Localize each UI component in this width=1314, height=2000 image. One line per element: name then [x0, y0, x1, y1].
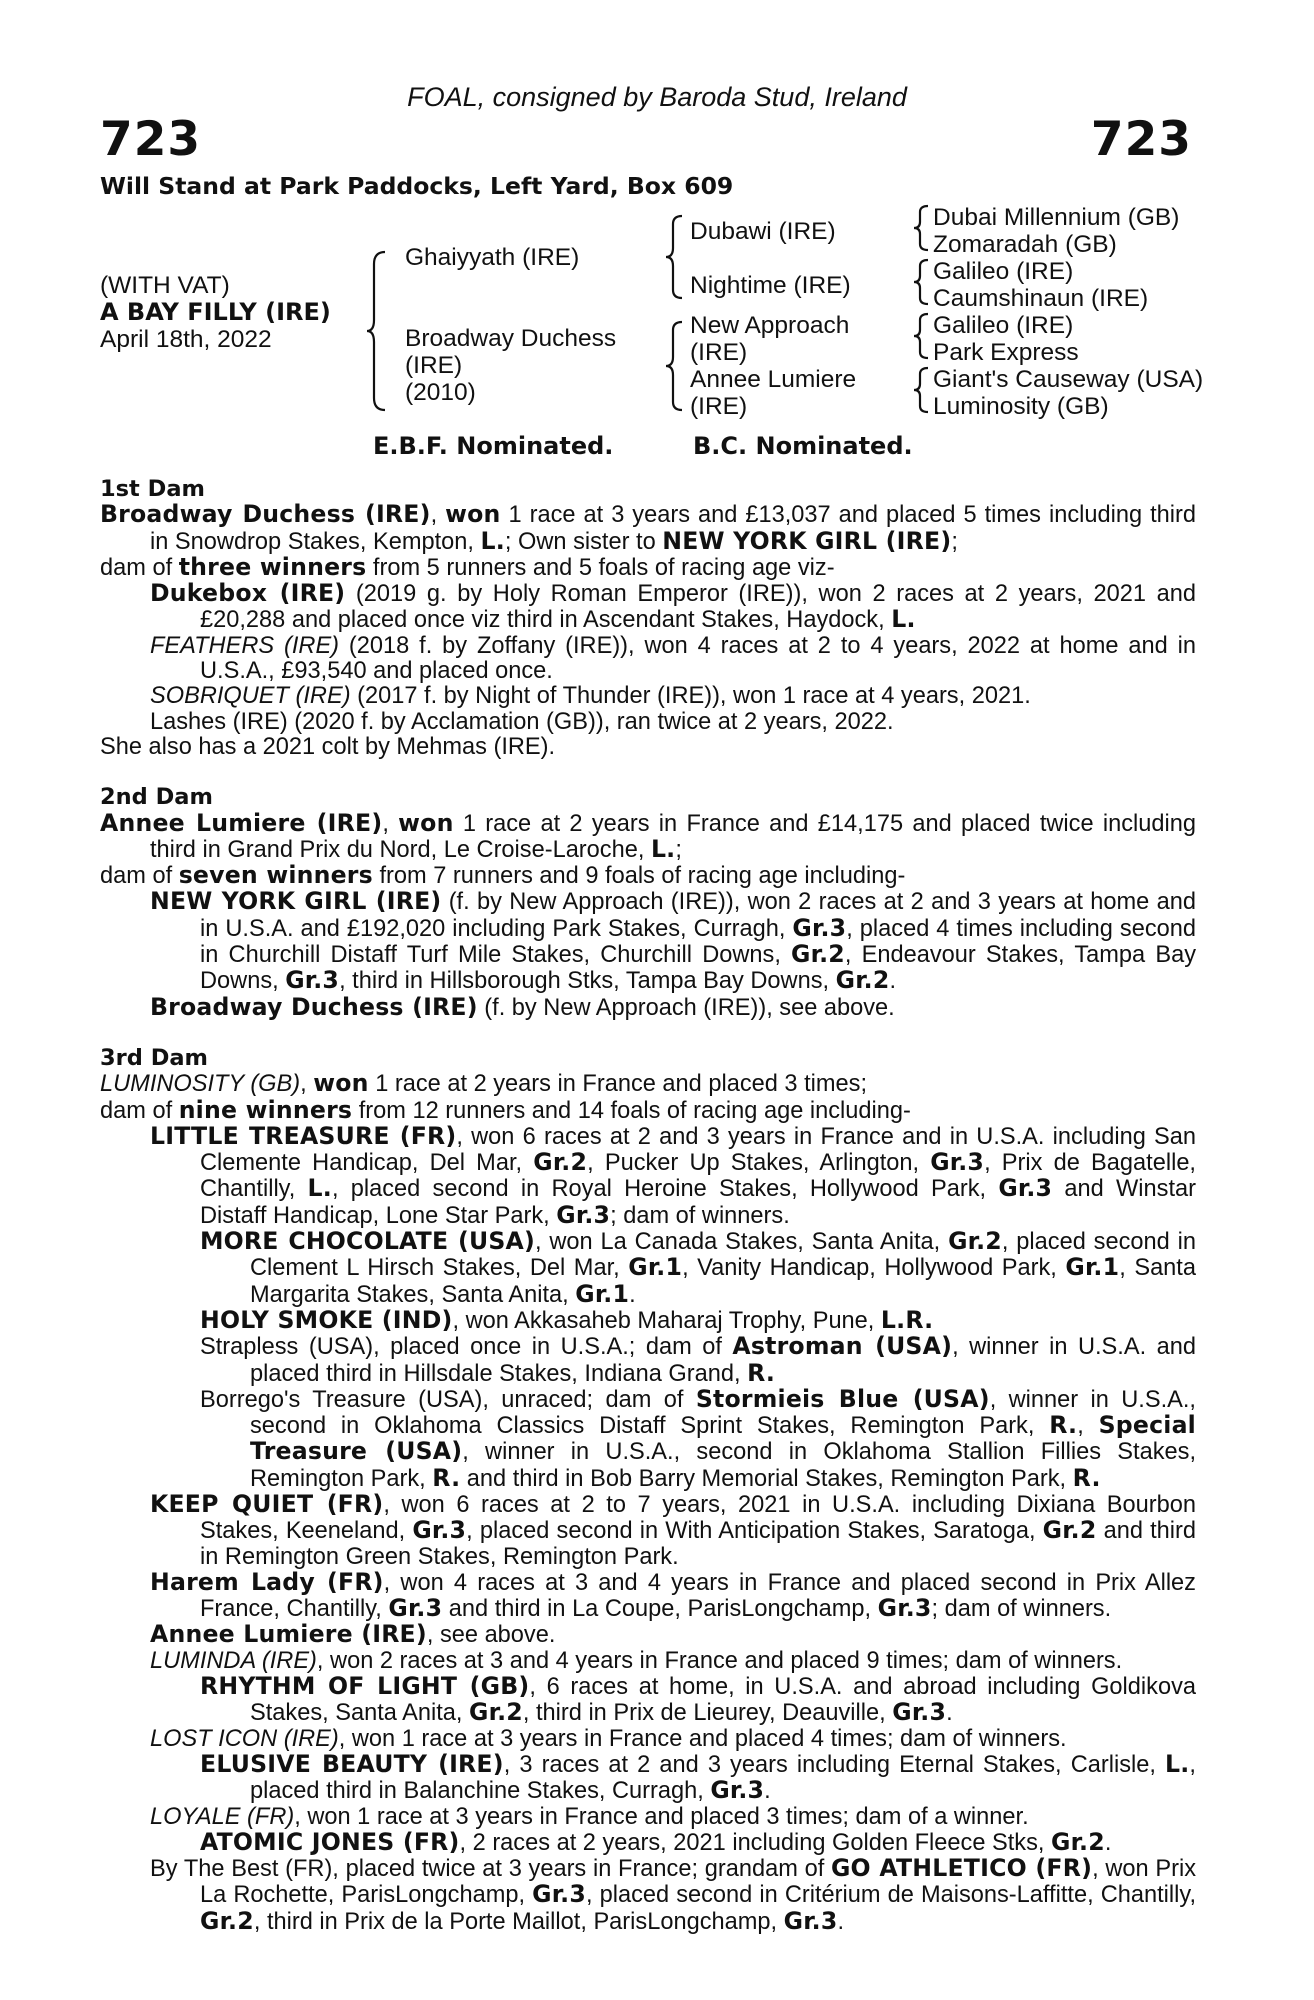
bold-text: Gr.3 [998, 1174, 1053, 1203]
text-run: , third in Hillsborough Stks, Tampa Bay Downs, [339, 968, 836, 995]
pedigree-dam-line2: (IRE) [405, 352, 463, 379]
text-run: , Santa Margarita Stakes, Santa Anita, [250, 1255, 1196, 1308]
text-run: (f. by New Approach (IRE)), won 2 races at 2 and 3 years at home and in U.S.A. and £192,020 including Park Stakes, Curragh, [200, 889, 1196, 942]
text-run: , won La Canada Stakes, Santa Anita, [534, 1229, 949, 1256]
pedigree-entry [100, 1622, 1196, 1648]
pedigree-sire: Ghaiyyath (IRE) [405, 244, 580, 271]
bold-text: Gr.3 [792, 913, 847, 942]
text-run: 1 race at 2 years in France and £14,175 and placed twice including third in Grand Prix du Nord, Le Croise-Laroche, [150, 810, 1196, 863]
pedigree-sss: Dubai Millennium (GB) [933, 204, 1180, 231]
italic-text: LUMINOSITY (GB) [100, 1071, 301, 1098]
bold-text: Astroman (USA) [732, 1332, 953, 1361]
bold-text: Annee Lumiere (IRE) [100, 808, 383, 837]
bold-text: Gr.2 [948, 1227, 1002, 1256]
text-run: , [382, 810, 399, 837]
italic-text: SOBRIQUET (IRE) [150, 683, 351, 710]
bold-text: LITTLE TREASURE (FR) [150, 1121, 457, 1150]
bold-text: Gr.1 [575, 1279, 630, 1308]
bold-text: Gr.3 [556, 1200, 611, 1229]
pedigree-brace-sd [913, 258, 931, 306]
text-run: (2018 f. by Zoffany (IRE)), won 4 races at 2 to 4 years, 2022 at home and in U.S.A., £93,540 and placed once. [200, 632, 1197, 685]
text-run: , Prix de Bagatelle, Chantilly, [200, 1150, 1196, 1203]
text-run: , [300, 1071, 314, 1098]
italic-text: LUMINDA (IRE) [150, 1647, 317, 1674]
pedigree-entry [100, 1727, 1196, 1752]
text-run: , won Akkasaheb Maharaj Trophy, Pune, [452, 1307, 881, 1334]
pedigree-entry [100, 1489, 1197, 1570]
text-run: and Winstar Distaff Handicap, Lone Star Park, [200, 1176, 1196, 1229]
bold-text: L. [650, 834, 676, 863]
italic-text: FEATHERS (IRE) [150, 632, 340, 659]
section-heading: 1st Dam [100, 476, 205, 502]
pedigree-entry [100, 1384, 1196, 1492]
italic-text: LOST ICON (IRE) [150, 1725, 339, 1752]
text-run: , winner in U.S.A., second in Oklahoma Stallion Fillies Stakes, Remington Park, [250, 1439, 1196, 1492]
bold-text: Gr.3 [412, 1516, 467, 1545]
bold-text: MORE CHOCOLATE (USA) [200, 1227, 535, 1256]
bold-text: Gr.1 [1065, 1253, 1120, 1282]
ebf-nomination: E.B.F. Nominated. [373, 432, 614, 460]
text-run: , won 2 races at 3 and 4 years in France and placed 9 times; dam of winners. [316, 1647, 1123, 1674]
pedigree-brace-sire [665, 214, 685, 300]
bold-text: NEW YORK GIRL (IRE) [150, 887, 442, 916]
lot-number-right: 723 [1090, 112, 1192, 167]
text-run: ; dam of winners. [931, 1596, 1112, 1623]
text-run: , winner in U.S.A., second in Oklahoma Classics Distaff Sprint Stakes, Remington Park, [250, 1386, 1196, 1440]
stand-location: Will Stand at Park Paddocks, Left Yard, Box 609 [100, 172, 734, 200]
text-run: 1 race at 3 years and £13,037 and placed 5 times including third in Snowdrop Stakes, Kempton, [150, 502, 1196, 555]
text-run: dam of [100, 554, 179, 581]
pedigree-entry [100, 1121, 1197, 1229]
bold-text: Gr.3 [532, 1880, 586, 1909]
text-run: , 2 races at 2 years, 2021 including Golden Fleece Stks, [459, 1829, 1052, 1856]
bold-text: HOLY SMOKE (IND) [200, 1305, 453, 1334]
pedigree-entry [100, 634, 1196, 685]
bold-text: Gr.3 [892, 1698, 947, 1727]
bold-text: Gr.3 [388, 1594, 443, 1623]
pedigree-entry [100, 1805, 1196, 1830]
pedigree-entry [100, 1095, 1196, 1124]
bold-text: nine winners [178, 1095, 353, 1124]
pedigree-dam-line3: (2010) [405, 379, 476, 406]
pedigree-entry [100, 992, 1196, 1021]
pedigree-brace-ss [913, 204, 931, 252]
text-run: , won 4 races at 3 and 4 years in France and placed second in Prix Allez France, Chantilly, [200, 1569, 1196, 1623]
text-run: from 5 runners and 5 foals of racing age viz- [366, 554, 835, 581]
dam-section [100, 477, 1196, 760]
text-run: , placed second in Royal Heroine Stakes, Hollywood Park, [331, 1176, 999, 1203]
pedigree-ssd: Zomaradah (GB) [933, 231, 1117, 258]
pedigree-dam-dam-line2: (IRE) [690, 393, 748, 420]
bold-text: Gr.2 [533, 1148, 588, 1177]
bold-text: Gr.2 [469, 1698, 523, 1727]
pedigree-dam-sire-line1: New Approach [690, 312, 850, 339]
bold-text: NEW YORK GIRL (IRE) [662, 526, 952, 555]
bold-text: Gr.3 [285, 966, 340, 995]
pedigree-entry [100, 710, 1196, 735]
catalogue-body [100, 477, 1196, 1935]
bold-text: R. [432, 1463, 461, 1492]
pedigree-entry [100, 1749, 1196, 1805]
section-heading: 2nd Dam [100, 784, 213, 811]
bold-text: Gr.2 [835, 966, 890, 995]
pedigree-dss: Galileo (IRE) [933, 312, 1074, 339]
text-run: and third in Bob Barry Memorial Stakes, Remington Park, [460, 1465, 1073, 1492]
text-run: , Pucker Up Stakes, Arlington, [587, 1150, 931, 1177]
dam-section [100, 785, 1196, 1021]
bold-text: GO ATHLETICO (FR) [830, 1854, 1093, 1883]
text-run: , [430, 502, 446, 529]
pedigree-brace-ds [913, 312, 931, 360]
text-run: , [1077, 1413, 1099, 1440]
text-run: . [837, 1908, 845, 1935]
text-run: dam of [100, 1097, 179, 1124]
text-run: , won 6 races at 2 to 7 years, 2021 in U.S.A. including Dixiana Bourbon Stakes, Keeneland, [200, 1491, 1196, 1545]
bold-text: won [398, 808, 454, 837]
text-run: dam of [100, 863, 179, 890]
text-run: , 3 races at 2 and 3 years including Eternal Stakes, Carlisle, [503, 1751, 1166, 1778]
text-run: . [1104, 1829, 1112, 1856]
text-run: Strapless (USA), placed once in U.S.A.; dam of [200, 1334, 733, 1361]
pedigree-brace-dam [665, 320, 685, 412]
bold-text: Gr.2 [200, 1906, 254, 1935]
dam-section [100, 1046, 1196, 1935]
pedigree-dds: Giant's Causeway (USA) [933, 366, 1204, 393]
text-run: , 6 races at home, in U.S.A. and abroad including Goldikova Stakes, Santa Anita, [250, 1674, 1196, 1727]
text-run: , won 1 race at 3 years in France and placed 4 times; dam of winners. [338, 1725, 1067, 1752]
bold-text: L. [307, 1174, 332, 1203]
pedigree-entry [100, 1071, 1196, 1097]
bold-text: Broadway Duchess (IRE) [150, 992, 478, 1021]
bold-text: Gr.1 [628, 1253, 683, 1282]
bold-text: Harem Lady (FR) [150, 1567, 384, 1596]
bold-text: Gr.2 [1042, 1516, 1097, 1545]
pedigree-brace-dd [913, 366, 931, 414]
bold-text: KEEP QUIET (FR) [150, 1489, 384, 1518]
bold-text: ELUSIVE BEAUTY (IRE) [200, 1749, 504, 1778]
bold-text: won [445, 500, 501, 529]
bold-text: Dukebox (IRE) [150, 579, 346, 608]
bold-text: L. [480, 526, 505, 555]
bold-text: R. [1072, 1463, 1101, 1492]
bold-text: three winners [178, 552, 367, 581]
pedigree-entry [100, 502, 1196, 555]
text-run: 1 race at 2 years in France and placed 3 times; [368, 1071, 868, 1098]
text-run: ; dam of winners. [610, 1202, 790, 1229]
text-run: and third in Remington Green Stakes, Remington Park. [200, 1518, 1197, 1570]
pedigree-entry [100, 1229, 1196, 1308]
pedigree-entry [100, 1674, 1196, 1727]
pedigree-entry [100, 1827, 1196, 1856]
foaling-date: April 18th, 2022 [100, 326, 272, 353]
text-run: , winner in U.S.A. and placed third in Hillsdale Stakes, Indiana Grand, [250, 1334, 1196, 1387]
pedigree-ddd: Luminosity (GB) [933, 393, 1109, 420]
pedigree-dam-line1: Broadway Duchess [405, 325, 617, 352]
section-heading: 3rd Dam [100, 1044, 208, 1071]
text-run: Borrego's Treasure (USA), unraced; dam of [200, 1386, 696, 1413]
text-run: , third in Prix de Lieurey, Deauville, [522, 1700, 893, 1727]
bold-text: Special Treasure (USA) [250, 1411, 1196, 1466]
text-run: , won 1 race at 3 years in France and placed 3 times; dam of a winner. [294, 1803, 1029, 1830]
bold-text: Gr.2 [791, 940, 845, 969]
bold-text: Broadway Duchess (IRE) [100, 500, 431, 529]
text-run: , Endeavour Stakes, Tampa Bay Downs, [200, 942, 1196, 995]
bold-text: Annee Lumiere (IRE) [150, 1620, 427, 1649]
text-run: ; Own sister to [504, 528, 663, 555]
bold-text: won [313, 1069, 369, 1098]
bold-text: Gr.3 [930, 1148, 985, 1177]
bold-text: ATOMIC JONES (FR) [200, 1827, 460, 1856]
text-run: , placed second in Clement L Hirsch Stakes, Del Mar, [250, 1229, 1196, 1282]
text-run: . [889, 968, 897, 995]
text-run: from 7 runners and 9 foals of racing age including- [372, 863, 906, 890]
text-run: , third in Prix de la Porte Maillot, ParisLongchamp, [253, 1908, 784, 1935]
pedigree-entry [100, 808, 1196, 864]
text-run: By The Best (FR), placed twice at 3 years in France; grandam of [150, 1856, 831, 1883]
text-run: . [764, 1778, 771, 1805]
pedigree-entry [100, 889, 1196, 994]
bold-text: L.R. [880, 1305, 934, 1334]
text-run: from 12 runners and 14 foals of racing age including- [352, 1097, 911, 1124]
bold-text: Gr.3 [877, 1594, 932, 1623]
bold-text: Gr.3 [710, 1776, 765, 1805]
text-run: , placed second in Critérium de Maisons-Laffitte, Chantilly, [585, 1882, 1196, 1909]
text-run: (f. by New Approach (IRE)), see above. [477, 994, 895, 1021]
lot-number-left: 723 [100, 112, 202, 167]
text-run: Lashes (IRE) (2020 f. by Acclamation (GB)), ran twice at 2 years, 2022. [150, 708, 894, 735]
pedigree-sire-dam: Nightime (IRE) [690, 272, 851, 299]
text-run: , won 6 races at 2 and 3 years in France and in U.S.A. including San Clemente Handicap, Del Mar, [200, 1123, 1197, 1177]
text-run: (2019 g. by Holy Roman Emperor (IRE)), won 2 races at 2 years, 2021 and £20,288 and placed once viz third in Ascendant Stakes, Haydock, [200, 581, 1197, 634]
bold-text: Gr.3 [783, 1906, 838, 1935]
bc-nomination: B.C. Nominated. [693, 432, 913, 460]
bold-text: L. [891, 605, 916, 634]
text-run: and third in La Coupe, ParisLongchamp, [442, 1596, 878, 1623]
pedigree-brace-gen1 [366, 250, 388, 412]
text-run: (2017 f. by Night of Thunder (IRE)), won 1 race at 4 years, 2021. [350, 683, 1031, 710]
lot-name: A BAY FILLY (IRE) [100, 298, 331, 326]
text-run: . [629, 1281, 636, 1308]
pedigree-sdd: Caumshinaun (IRE) [933, 285, 1149, 312]
pedigree-entry [100, 684, 1196, 709]
vat-label: (WITH VAT) [100, 272, 230, 299]
pedigree-entry [100, 863, 1196, 889]
text-run: ; [951, 528, 958, 555]
consignment-line: FOAL, consigned by Baroda Stud, Ireland [407, 82, 907, 112]
italic-text: LOYALE (FR) [150, 1803, 295, 1830]
text-run: , won Prix La Rochette, ParisLongchamp, [200, 1856, 1197, 1909]
bold-text: R. [1049, 1411, 1078, 1440]
pedigree-entry [100, 1567, 1196, 1623]
pedigree-dam-dam-line1: Annee Lumiere [690, 366, 857, 393]
pedigree-entry [100, 552, 1196, 581]
pedigree-entry [100, 1856, 1196, 1935]
bold-text: RHYTHM OF LIGHT (GB) [200, 1672, 530, 1701]
text-run: , placed 4 times including second in Churchill Distaff Turf Mile Stakes, Churchill Downs, [200, 915, 1196, 969]
text-run: She also has a 2021 colt by Mehmas (IRE). [100, 733, 556, 760]
bold-text: Gr.2 [1051, 1827, 1105, 1856]
text-run: , Vanity Handicap, Hollywood Park, [682, 1255, 1066, 1282]
bold-text: seven winners [178, 861, 373, 890]
pedigree-entry [100, 1305, 1196, 1334]
text-run: . [946, 1700, 953, 1727]
text-run: , placed second in With Anticipation Stakes, Saratoga, [466, 1518, 1043, 1545]
pedigree-entry [100, 735, 1196, 760]
text-run: , see above. [426, 1622, 556, 1649]
pedigree-sds: Galileo (IRE) [933, 258, 1074, 285]
pedigree-dam-sire-line2: (IRE) [690, 339, 748, 366]
pedigree-sire-sire: Dubawi (IRE) [690, 218, 836, 245]
pedigree-entry [100, 581, 1196, 634]
text-run: , placed third in Balanchine Stakes, Curragh, [250, 1751, 1196, 1805]
bold-text: R. [747, 1358, 776, 1387]
bold-text: L. [1165, 1749, 1190, 1778]
text-run: ; [675, 836, 682, 863]
pedigree-entry [100, 1334, 1196, 1387]
pedigree-entry [100, 1649, 1196, 1674]
bold-text: Stormieis Blue (USA) [695, 1384, 990, 1413]
pedigree-dsd: Park Express [933, 339, 1079, 366]
